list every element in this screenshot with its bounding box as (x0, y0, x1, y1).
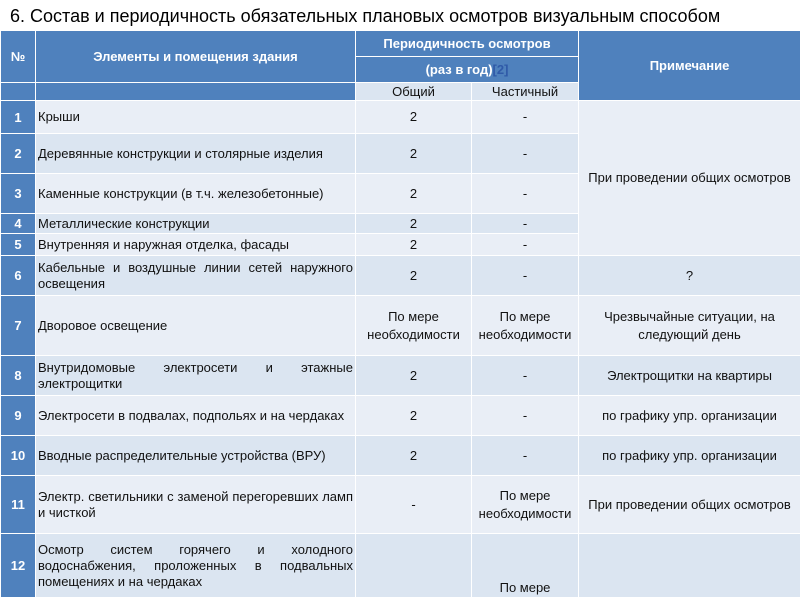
row-note-merged: При проведении общих осмотров (579, 101, 800, 256)
row-note: Чрезвычайные ситуации, на следующий день (579, 296, 800, 356)
row-partial: - (472, 356, 579, 396)
row-partial: - (472, 174, 579, 214)
header-elements-continued (36, 83, 356, 101)
row-element: Осмотр систем горячего и холодного водоснабжения, проложенных в подвальных помещениях и на чердаках (36, 534, 356, 598)
row-partial: По мере (472, 534, 579, 598)
table-row (1, 356, 800, 396)
row-number: 11 (1, 476, 36, 534)
header-partial: Частичный (472, 83, 579, 101)
row-number: 12 (1, 534, 36, 598)
row-number: 6 (1, 256, 36, 296)
row-number: 4 (1, 214, 36, 234)
row-element: Каменные конструкции (в т.ч. железобетонные) (36, 174, 356, 214)
row-general (356, 534, 472, 598)
row-partial: - (472, 101, 579, 134)
row-element: Кабельные и воздушные линии сетей наружного освещения (36, 256, 356, 296)
row-partial: По мере необходимости (472, 296, 579, 356)
header-general: Общий (356, 83, 472, 101)
header-periodicity-unit (356, 57, 579, 83)
row-general: 2 (356, 356, 472, 396)
row-number: 3 (1, 174, 36, 214)
table-row (1, 534, 800, 598)
row-general: 2 (356, 396, 472, 436)
row-partial: - (472, 234, 579, 256)
row-number: 2 (1, 134, 36, 174)
row-partial: - (472, 214, 579, 234)
row-partial: По мере необходимости (472, 476, 579, 534)
row-general: 2 (356, 214, 472, 234)
row-note (579, 534, 800, 598)
header-periodicity-line2: (раз в год) (425, 62, 493, 77)
row-partial: - (472, 256, 579, 296)
header-elements: Элементы и помещения здания (36, 31, 356, 83)
inspection-table (0, 30, 800, 598)
row-number: 5 (1, 234, 36, 256)
header-periodicity-line1: Периодичность осмотров (383, 36, 551, 51)
row-number: 9 (1, 396, 36, 436)
row-note: ? (579, 256, 800, 296)
row-general: 2 (356, 436, 472, 476)
row-number: 1 (1, 101, 36, 134)
row-element: Внутренняя и наружная отделка, фасады (36, 234, 356, 256)
row-element: Электр. светильники с заменой перегоревших ламп и чисткой (36, 476, 356, 534)
row-element: Вводные распределительные устройства (ВРУ) (36, 436, 356, 476)
row-element: Крыши (36, 101, 356, 134)
row-note: по графику упр. организации (579, 396, 800, 436)
row-number: 7 (1, 296, 36, 356)
table-row (1, 396, 800, 436)
row-note: Электрощитки на квартиры (579, 356, 800, 396)
row-element: Внутридомовые электросети и этажные электрощитки (36, 356, 356, 396)
header-periodicity (356, 31, 579, 57)
row-general: 2 (356, 256, 472, 296)
row-partial: - (472, 436, 579, 476)
row-general: 2 (356, 101, 472, 134)
row-element: Дворовое освещение (36, 296, 356, 356)
table-row (1, 296, 800, 356)
row-partial: - (472, 396, 579, 436)
table-row (1, 256, 800, 296)
row-note: При проведении общих осмотров (579, 476, 800, 534)
header-num-continued (1, 83, 36, 101)
slide-title: 6. Состав и периодичность обязательных плановых осмотров визуальным способом (10, 6, 721, 26)
row-general: По мере необходимости (356, 296, 472, 356)
row-general: 2 (356, 174, 472, 214)
row-element: Электросети в подвалах, подпольях и на чердаках (36, 396, 356, 436)
table-row (1, 436, 800, 476)
row-note: по графику упр. организации (579, 436, 800, 476)
row-number: 8 (1, 356, 36, 396)
row-number: 10 (1, 436, 36, 476)
table-row (1, 476, 800, 534)
row-element: Металлические конструкции (36, 214, 356, 234)
row-general: - (356, 476, 472, 534)
reference-link[interactable]: [2] (492, 62, 509, 77)
table-row (1, 101, 800, 134)
row-element: Деревянные конструкции и столярные изделия (36, 134, 356, 174)
row-partial: - (472, 134, 579, 174)
header-num: № (1, 31, 36, 83)
header-note: Примечание (579, 31, 800, 101)
row-general: 2 (356, 234, 472, 256)
row-general: 2 (356, 134, 472, 174)
